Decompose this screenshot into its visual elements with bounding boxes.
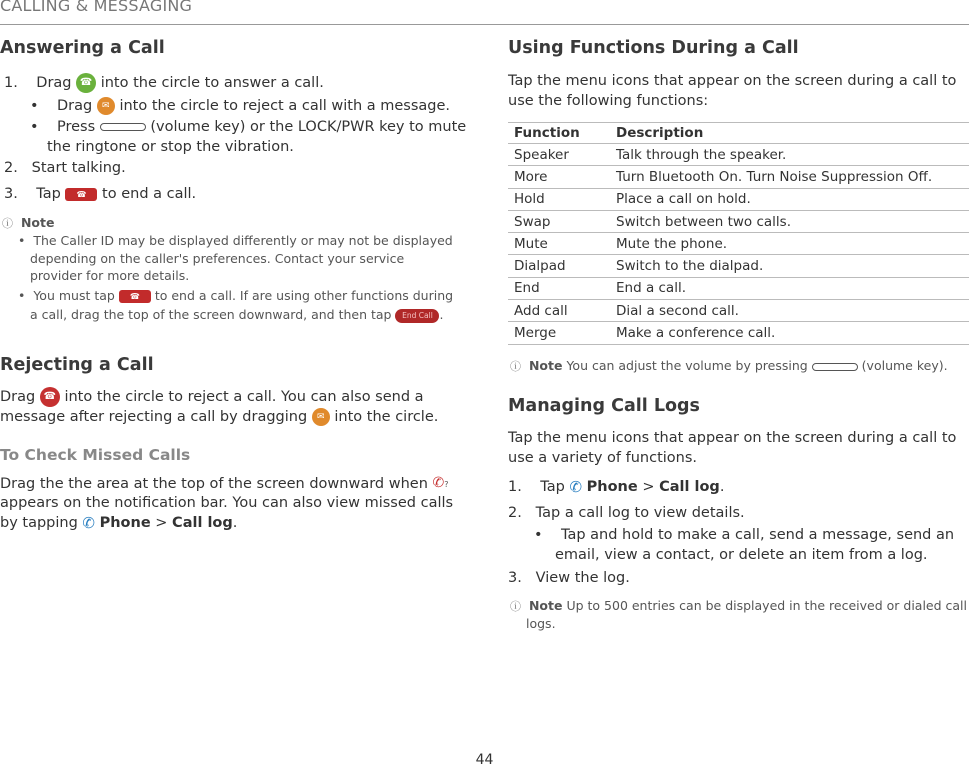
logs-bullet: • Tap and hold to make a call, send a message, send an: [534, 527, 955, 543]
missed-title: To Check Missed Calls: [0, 446, 191, 464]
table-row: Hold Place a call on hold.: [508, 188, 969, 210]
logs-intro-l2: use a variety of functions.: [508, 450, 698, 466]
answering-note2-l2: a call, drag the top of the screen downward, and then tap End Call .: [30, 307, 444, 322]
table-row: More Turn Bluetooth On. Turn Noise Suppression Off.: [508, 166, 969, 188]
answering-note1-l3: provider for more details.: [30, 268, 190, 283]
functions-title: Using Functions During a Call: [508, 38, 799, 58]
table-row: Add call Dial a second call.: [508, 300, 969, 322]
answering-note1-l2: depending on the caller's preferences. Contact your service: [30, 251, 405, 266]
logs-intro-l1: Tap the menu icons that appear on the screen during a call to: [508, 430, 957, 446]
table-row: End End a call.: [508, 277, 969, 299]
rejecting-l1: Drag ☎ into the circle to reject a call. You can also send a: [0, 389, 424, 405]
functions-intro-l1: Tap the menu icons that appear on the screen during a call to: [508, 73, 957, 89]
missed-l3: by tapping ✆ Phone > Call log.: [0, 514, 238, 532]
answering-title: Answering a Call: [0, 38, 165, 58]
note-icon: ⓘ: [510, 360, 521, 373]
end-call-icon: ☎: [65, 188, 97, 201]
functions-table: [508, 122, 969, 345]
reject-message-icon: ✉: [312, 408, 330, 426]
table-row: Swap Switch between two calls.: [508, 210, 969, 232]
answering-step3: 3. Tap ☎ to end a call.: [4, 186, 197, 202]
col-function: Function: [514, 125, 580, 141]
end-call-button: End Call: [395, 309, 439, 323]
table-row: Merge Make a conference call.: [508, 322, 969, 344]
table-row: Mute Mute the phone.: [508, 233, 969, 255]
rejecting-l2: message after rejecting a call by dragging ✉ into the circle.: [0, 409, 439, 425]
answering-bullet2-cont: the ringtone or stop the vibration.: [47, 139, 294, 155]
answering-step1: 1. Drag ☎ into the circle to answer a call.: [4, 75, 324, 91]
answering-note-label: ⓘ Note: [2, 215, 55, 230]
header-divider: [0, 24, 969, 25]
note-icon: ⓘ: [510, 600, 521, 613]
missed-l2: appears on the notification bar. You can also view missed calls: [0, 495, 454, 511]
volume-key-icon: [100, 123, 146, 131]
end-call-icon: ☎: [119, 290, 151, 303]
logs-title: Managing Call Logs: [508, 396, 700, 416]
missed-call-icon: ✆?: [432, 475, 449, 491]
page-number: 44: [475, 752, 494, 768]
logs-step3: 3. View the log.: [508, 570, 630, 586]
missed-l1: Drag the the area at the top of the screen downward when ✆?: [0, 473, 448, 495]
answering-note2: • You must tap ☎ to end a call. If are using other functions during: [18, 288, 454, 303]
phone-app-icon: ✆: [569, 478, 583, 496]
logs-step2: 2. Tap a call log to view details.: [508, 505, 745, 521]
answering-bullet2: • Press (volume key) or the LOCK/PWR key to mute: [30, 119, 467, 135]
logs-bullet-l2: email, view a contact, or delete an item from a log.: [555, 547, 928, 563]
logs-note-l2: logs.: [526, 616, 556, 631]
functions-intro-l2: use the following functions:: [508, 93, 709, 109]
table-header-row: [508, 123, 969, 144]
volume-key-icon: [812, 363, 858, 371]
answer-call-icon: ☎: [76, 73, 96, 93]
section-header: CALLING & MESSAGING: [0, 0, 193, 15]
table-row: Speaker Talk through the speaker.: [508, 144, 969, 166]
logs-step1: 1. Tap ✆ Phone > Call log.: [508, 478, 725, 496]
note-icon: ⓘ: [2, 217, 13, 230]
col-description: Description: [616, 125, 704, 141]
table-row: Dialpad Switch to the dialpad.: [508, 255, 969, 277]
phone-app-icon: ✆: [82, 514, 95, 532]
functions-note: ⓘ Note You can adjust the volume by pressing (volume key).: [510, 358, 948, 373]
answering-step2: 2. Start talking.: [4, 160, 126, 176]
answering-note1: • The Caller ID may be displayed differently or may not be displayed: [18, 233, 453, 248]
logs-note: ⓘ Note Up to 500 entries can be displayed in the received or dialed call: [510, 598, 967, 613]
answering-bullet1: • Drag ✉ into the circle to reject a call with a message.: [30, 98, 451, 114]
reject-message-icon: ✉: [97, 97, 115, 115]
reject-call-icon: ☎: [40, 387, 60, 407]
rejecting-title: Rejecting a Call: [0, 355, 154, 375]
